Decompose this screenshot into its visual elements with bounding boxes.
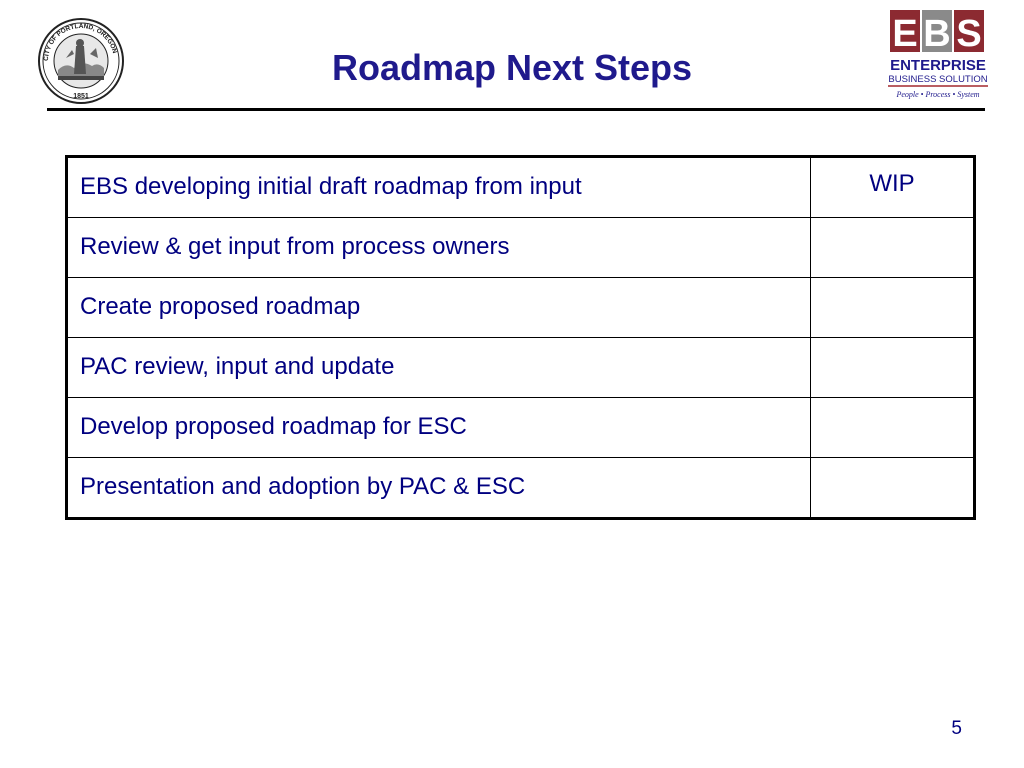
step-status — [811, 278, 975, 338]
step-task: Develop proposed roadmap for ESC — [67, 398, 811, 458]
logo-subtitle: BUSINESS SOLUTION — [888, 74, 988, 85]
step-task: Presentation and adoption by PAC & ESC — [67, 458, 811, 519]
table-row — [67, 278, 975, 338]
seal-year: 1851 — [73, 93, 89, 100]
step-task: Create proposed roadmap — [67, 278, 811, 338]
step-task: PAC review, input and update — [67, 338, 811, 398]
roadmap-steps-table — [65, 155, 976, 520]
logo-tagline: People • Process • System — [896, 90, 980, 99]
step-status — [811, 458, 975, 519]
logo-letter-e: E — [892, 13, 918, 55]
header-divider — [47, 108, 985, 111]
table-row — [67, 458, 975, 519]
table-row — [67, 398, 975, 458]
table-row — [67, 338, 975, 398]
step-status — [811, 338, 975, 398]
slide-title: Roadmap Next Steps — [331, 47, 693, 88]
step-task: Review & get input from process owners — [67, 218, 811, 278]
table-row — [67, 157, 975, 218]
logo-letter-b: B — [923, 13, 951, 55]
step-task: EBS developing initial draft roadmap from input — [67, 157, 811, 218]
logo-letter-s: S — [956, 13, 982, 55]
page-number: 5 — [951, 718, 962, 739]
step-status: WIP — [811, 157, 975, 218]
seal-text: CITY OF PORTLAND, OREGON — [42, 22, 119, 62]
table-row — [67, 218, 975, 278]
step-status — [811, 398, 975, 458]
ebs-logo — [882, 6, 994, 106]
logo-name: ENTERPRISE — [890, 57, 986, 74]
step-status — [811, 218, 975, 278]
